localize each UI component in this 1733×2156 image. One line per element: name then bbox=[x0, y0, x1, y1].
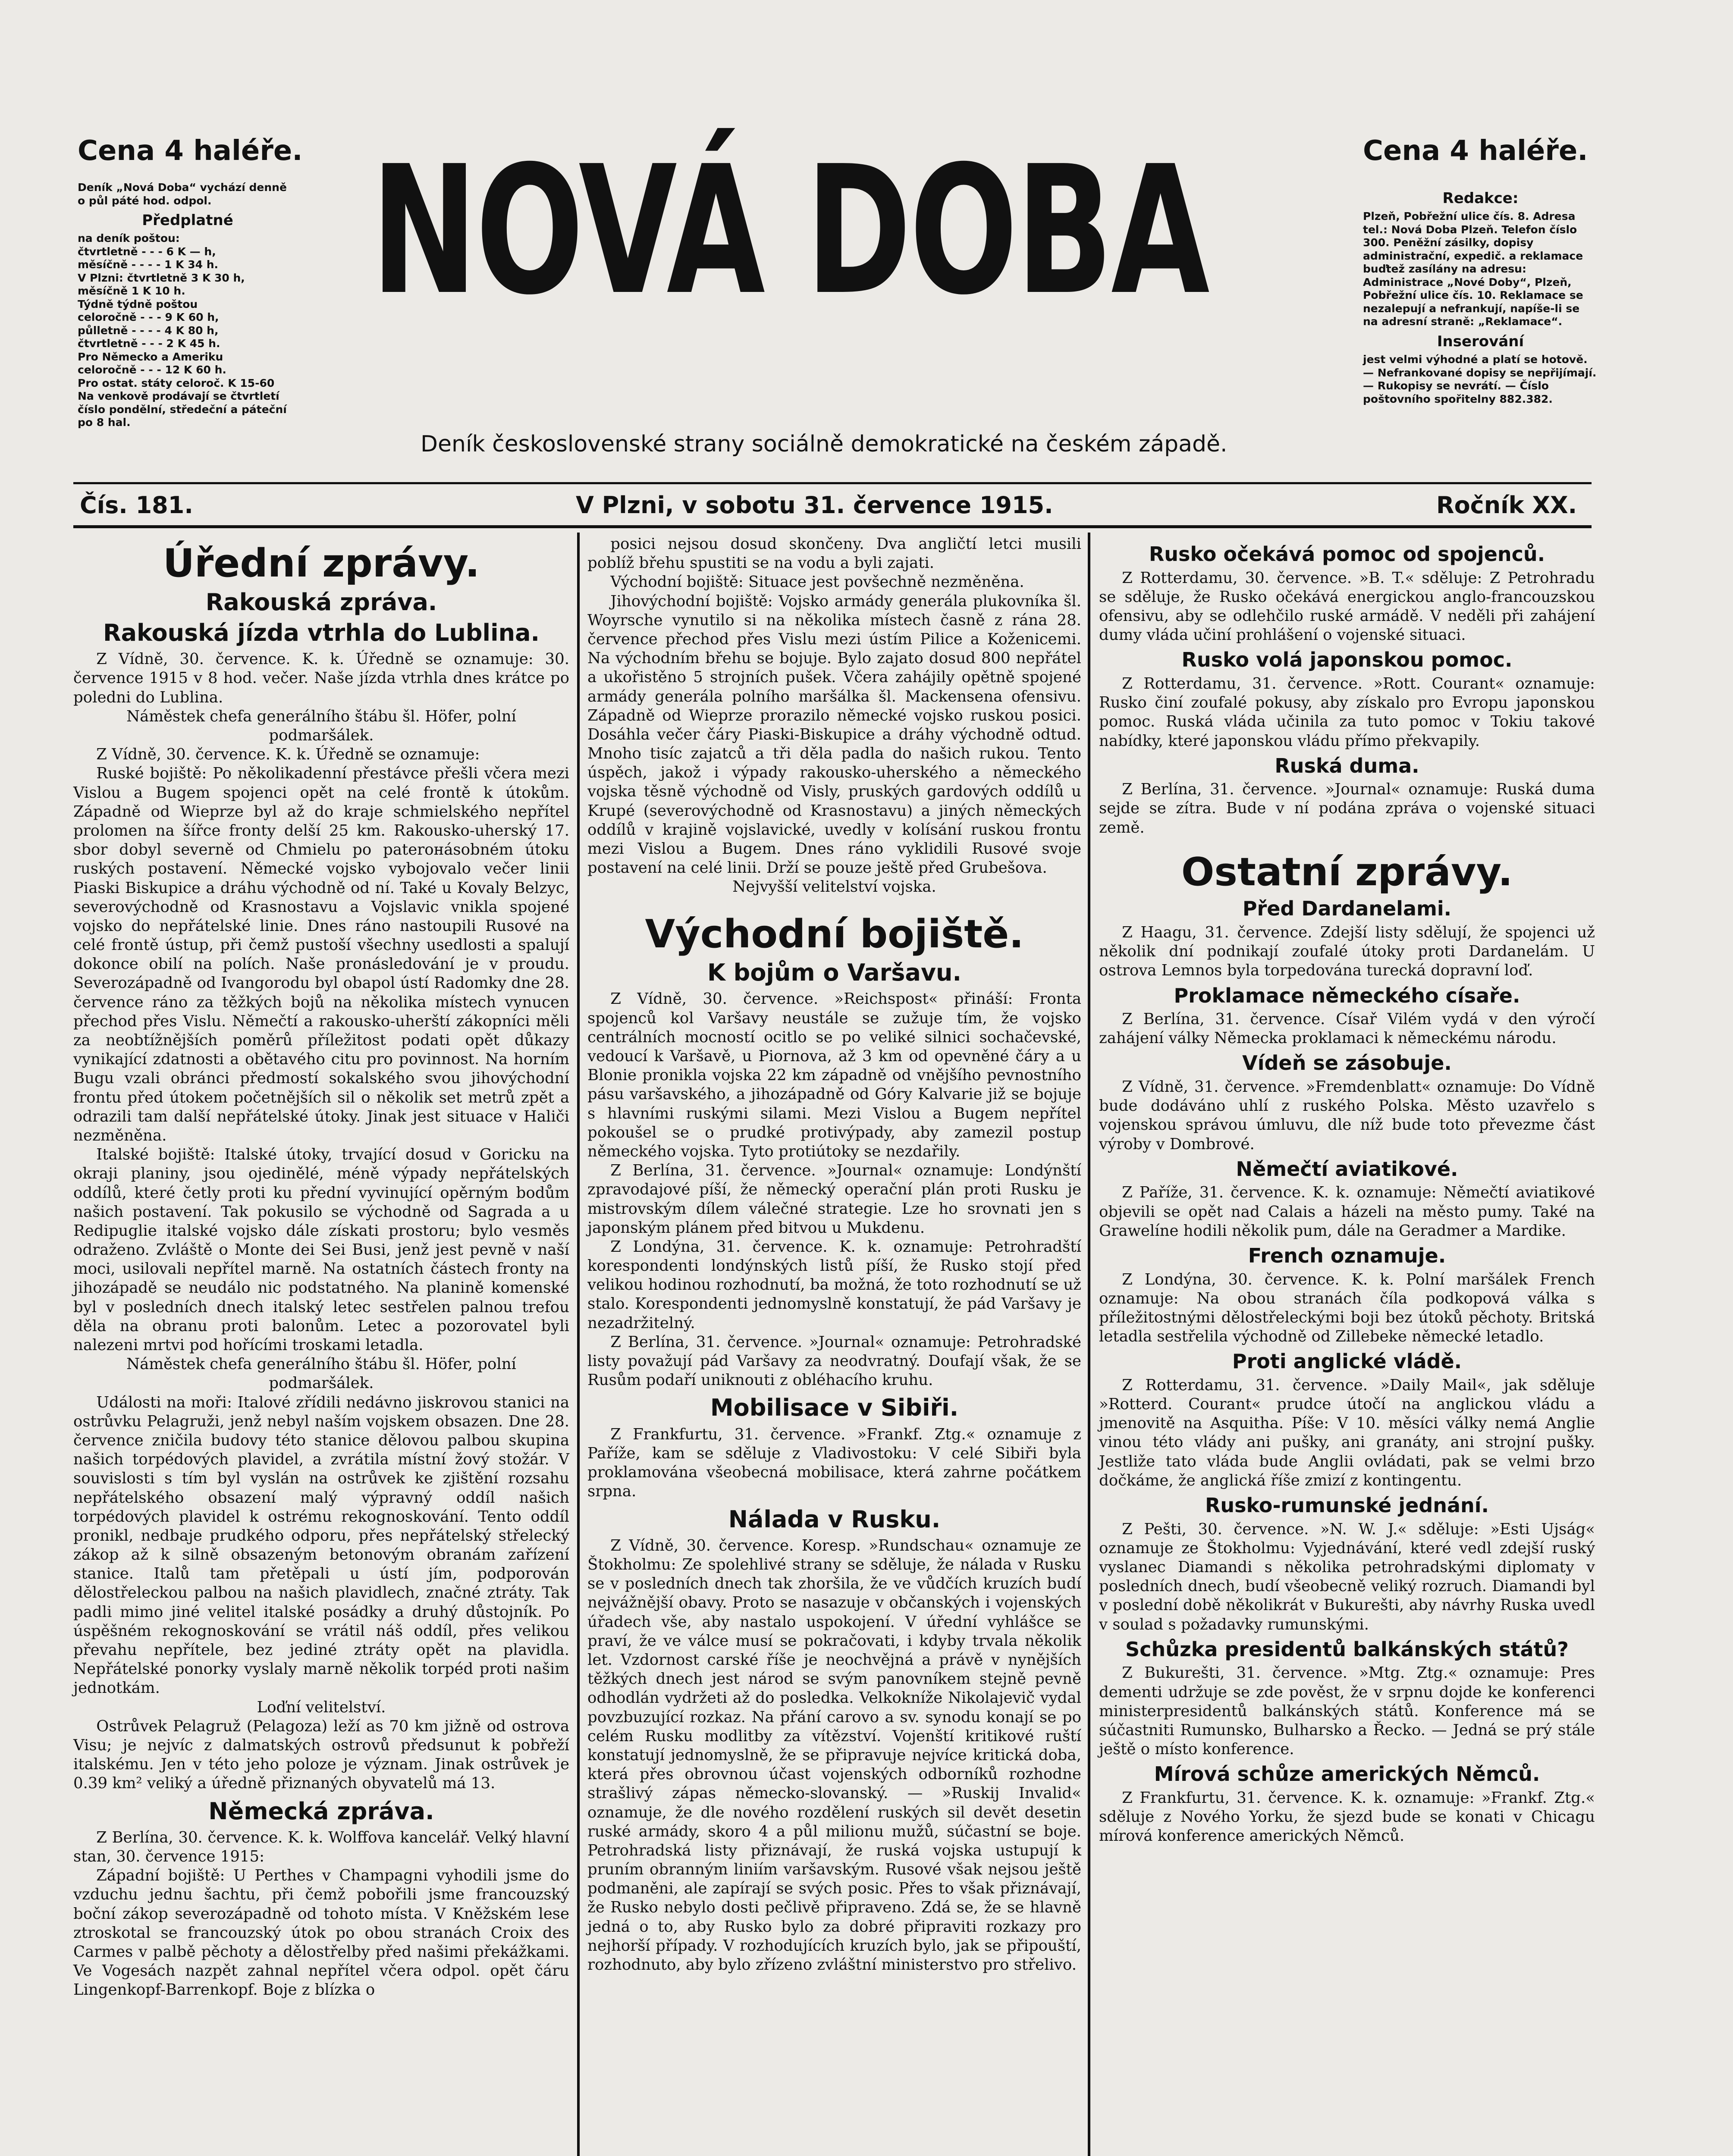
article-paragraph: Z Berlína, 31. července. »Journal« oznamuje: Londýnští zpravodajové píší, že německý operační plán proti Rusku je mistrovským dílem válečné strategie. Lze ho srovnati jen s japonským plánem před bitvou u Mukdenu. bbox=[587, 1162, 1081, 1237]
subscription-box bbox=[78, 181, 298, 429]
article-paragraph: Z Rotterdamu, 31. července. »Rott. Courant« oznamuje: Rusko činí zoufalé pokusy, aby získalo pro Evropu japonskou pomoc. Ruská vláda učinila za tuto pomoc v Tokiu takové nabídky, které japonskou vládu přímo překvapily. bbox=[1099, 674, 1595, 750]
price-left: Cena 4 haléře. bbox=[78, 135, 303, 167]
article-paragraph: Z Vídně, 31. července. »Fremdenblatt« oznamuje: Do Vídně bude dodáváno uhlí z ruského Polska. Město uzavřelo s vojenskou správou úmluvu, dle níž bude toto převezme část výroby v Dombrové. bbox=[1099, 1078, 1595, 1153]
subscription-line: měsíčně - - - - 1 K 34 h. bbox=[78, 258, 219, 271]
section-heading: Úřední zprávy. bbox=[163, 541, 480, 586]
article-heading: Rusko volá japonskou pomoc. bbox=[1181, 648, 1513, 672]
article-heading: Rusko-rumunské jednání. bbox=[1205, 1494, 1489, 1517]
section-heading: Ostatní zprávy. bbox=[1181, 849, 1513, 895]
section-heading: Východní bojiště. bbox=[645, 911, 1024, 957]
article-paragraph: Z Berlína, 31. července. »Journal« oznamuje: Ruská duma sejde se zítra. Bude v ní podána zpráva o vojenské situaci země. bbox=[1099, 780, 1595, 837]
subscription-line: čtvrtletně - - - 6 K — h, bbox=[78, 245, 216, 258]
signature: Nejvyšší velitelství vojska. bbox=[732, 878, 936, 896]
article-paragraph: Východní bojiště: Situace jest povšechně nezměněna. bbox=[610, 573, 1024, 591]
column-2 bbox=[587, 535, 1081, 1974]
editorial-heading: Redakce: bbox=[1442, 190, 1519, 207]
article-paragraph: Z Vídně, 30. července. Koresp. »Rundschau« oznamuje ze Štokholmu: Ze spolehlivé strany se sděluje, že nálada v Rusku se v posledních dnech tak zhoršila, že ve vůdčích kruzích budí nejvážnější obavy. Proto se nasazuje v občanských i vojenských úřadech vše, aby nastalo uspokojení. V úřední vyhlášce se praví, že ve válce musí se pokračovati, i kdyby trvala několik let. Vzdornost carské říše je neochvějná a právě v nynějších těžkých dnech jest národ se svým panovníkem stejně pevně odhodlán vydržeti až do posledka. Velkokníže Nikolajevič vydal povzbuzující rozkaz. Na přání carovo a sv. synodu konají se po celém Rusku modlitby za vítězství. Vojenští kritikové ruští konstatují jednomyslně, že se připravuje nejvíce kritická doba, která přes obrovnou účast vojenských odborníků rozhodne strašlivý zápas německo-slovanský. — »Ruskij Invalid« oznamuje, že dle nového rozdělení ruských sil devět desetin ruské armády, skoro 4 a půl milionu mužů, súčastní se boje. Petrohradská listy přiznávají, že ruská vojska ustupují k pruním obranným liniím varšavským. Rusové však nejsou ještě podmaněni, ale zapírají se svých posic. Přes to však přiznávají, že Rusko nebylo dosti pečlivě připraveno. Zdá se, že se hlavně jedná o to, aby Rusko bylo za dobré připraviti rozkazy pro nejhorší případy. V rozhodujících kruzích bylo, jak se připouští, rozhodnuto, aby bylo zřízeno zvláštní ministerstvo pro střelivo. bbox=[587, 1536, 1081, 1974]
subscription-line: Na venkově prodávají se čtvrtletí číslo pondělní, středeční a páteční po 8 hal. bbox=[78, 390, 287, 429]
article-paragraph: Ruské bojiště: Po několikadenní přestávce přešli včera mezi Vislou a Bugem spojenci opět na celé frontě k útokům. Západně od Wieprze byl až do kraje schmielského nepřítel prolomen na šířce fronty delší 25 km. Rakousko-uherský 17. sbor dobyl severně od Chmielu po paterонásobném útoku ruských postavení. Německé vojsko vybojovalo večer linii Piaski Biskupice a dráhu východně od ní. Také u Kovaly Belzyc, severovýchodně od Krasnostavu a Vojslavic vnikla spojené vojsko do nepřátelské linie. Dnes ráno nastoupili Rusové na celé frontě ústup, při čemž pustoší všechny usedlosti a spalují dokonce obilí na polích. Naše pronásledování je v proudu. Severozápadně od Ivangorodu byl obapol ústí Radomky dne 28. července ráno za těžkých bojů na několika místech vynucen přechod přes Vislu. Němečtí a rakousko-uherští zákopníci měli za neobtížnějších poměrů příležitost podati opět důkazy vynikající zdatnosti a obětavého citu pro povinnost. Na horním Bugu vzali obránci předmostí sokalského svou jihovýchodní frontu před útokem početnějších sil o několik set metrů zpět a odrazili tam další nepřátelské útoky. Jinak jest situace v Haliči nezměněna. bbox=[73, 765, 569, 1144]
signature: Náměstek chefa generálního štábu šl. Höfer, polní podmaršálek. bbox=[126, 707, 516, 745]
subscription-line: půlletně - - - - 4 K 80 h, bbox=[78, 324, 219, 337]
advertising-text: jest velmi výhodné a platí se hotově. — Nefrankované dopisy se nepřijímají. — Rukopisy se nevrátí. — Číslo poštovního spořitelny 882.382. bbox=[1363, 353, 1597, 405]
infobar-rule bbox=[73, 525, 1592, 528]
article-heading: Rakouská jízda vtrhla do Lublina. bbox=[103, 619, 540, 646]
subscription-line: Týdně týdně poštou bbox=[78, 298, 198, 310]
article-paragraph: Z Bukurešti, 31. července. »Mtg. Ztg.« oznamuje: Pres dementi udržuje se zde pověst, že v srpnu dojde ke konferenci ministerpresidentů balkánských států. Konference má se súčastniti Rumunsko, Bulharsko a Řecko. — Jedná se prý stále ještě o místo konference. bbox=[1099, 1664, 1595, 1758]
article-heading: Nálada v Rusku. bbox=[728, 1505, 941, 1533]
article-heading: Rakouská zpráva. bbox=[205, 588, 437, 616]
article-paragraph: Z Rotterdamu, 31. července. »Daily Mail«, jak sděluje »Rotterd. Courant« prudce útočí na anglickou vládu a jmenovitě na Asquitha. Píše: V 10. měsíci války nemá Anglie vinou této vlády ani pušky, ani granáty, ani strojní pušky. Jestliže tato vláda bude Anglii ovládati, pak se velmi brzo dočkáme, že anglická říše zmizí z kontingentu. bbox=[1099, 1376, 1595, 1489]
article-paragraph: Západní bojiště: U Perthes v Champagni vyhodili jsme do vzduchu jednu šachtu, při čemž pobořili jsme francouzský boční zákop severozápadně od tohoto místa. V Kněžském lese ztroskotal se francouzský útok po obou stranách Croix des Carmes v palbě pěchoty a dělostřelby před našimi překážkami. Ve Vogesách nazpět zahnal nepřítel včera odpol. opět čáru Lingenkopf-Barrenkopf. Boje z blízka o bbox=[73, 1867, 569, 1999]
editorial-text: Plzeň, Pobřežní ulice čís. 8. Adresa tel.: Nová Doba Plzeň. Telefon číslo 300. Peněžní zásilky, dopisy administrační, expedič. a reklamace buďtež zasílány na adresu: Administrace „Nové Doby“, Plzeň, Pobřežní ulice čís. 10. Reklamace se nezalepují a nefrankují, napíše-li se na adresní straně: „Reklamace“. bbox=[1363, 210, 1583, 328]
editorial-box bbox=[1363, 185, 1598, 406]
date-line: V Plzni, v sobotu 31. července 1915. bbox=[576, 492, 1053, 519]
article-heading: K bojům o Varšavu. bbox=[707, 959, 961, 987]
article-heading: Německá zpráva. bbox=[208, 1797, 434, 1825]
article-heading: Před Dardanelami. bbox=[1242, 897, 1452, 921]
masthead-subtitle: Deník československé strany sociálně demokratické na českém západě. bbox=[421, 431, 1228, 457]
article-heading: Mobilisace v Sibiři. bbox=[710, 1394, 959, 1422]
article-paragraph: Z Rotterdamu, 30. července. »B. T.« sděluje: Z Petrohradu se sděluje, že Rusko očekává energickou anglo-francouzskou ofensivu, aby se odlehčilo ruské armádě. V neděli při zahájení dumy vláda učiní prohlášení o vojenské situaci. bbox=[1099, 569, 1595, 644]
article-heading: Rusko očekává pomoc od spojenců. bbox=[1149, 542, 1545, 566]
subscription-line: měsíčně 1 K 10 h. bbox=[78, 285, 185, 298]
article-heading: Proklamace německého císaře. bbox=[1174, 984, 1520, 1007]
article-heading: Proti anglické vládě. bbox=[1232, 1350, 1462, 1373]
article-paragraph: Z Berlína, 31. července. »Journal« oznamuje: Petrohradské listy považují pád Varšavy za neodvratný. Doufají však, že se Rusům podaří uniknouti z obléhacího kruhu. bbox=[587, 1333, 1081, 1389]
column-divider bbox=[1088, 533, 1090, 2156]
masthead-title: NOVÁ DOBA bbox=[371, 128, 1208, 334]
article-heading: Ruská duma. bbox=[1275, 754, 1419, 777]
subscription-line: celoročně - - - 9 K 60 h, bbox=[78, 311, 219, 324]
article-paragraph: Z Pešti, 30. července. »N. W. J.« sděluje: »Esti Ujság« oznamuje ze Štokholmu: Vyjednávání, které vedl zdejší ruský vyslanec Diamandi s několika petrohradskými diplomaty v posledních dnech, budí všeobecně veliký rozruch. Diamandi byl v poslední době několikrát v Bukurešti, aby návrhy Ruska uvedl v soulad s požadavky rumunskými. bbox=[1099, 1520, 1595, 1633]
subscription-line: V Plzni: čtvrtletně 3 K 30 h, bbox=[78, 271, 245, 284]
column-3 bbox=[1099, 539, 1595, 1846]
article-heading: French oznamuje. bbox=[1248, 1244, 1446, 1267]
article-paragraph: Z Vídně, 30. července. K. k. Úředně se oznamuje: bbox=[96, 746, 480, 764]
column-divider bbox=[577, 533, 580, 2156]
subscription-line: Pro ostat. státy celoroč. K 15-60 bbox=[78, 376, 275, 389]
subscription-line: Pro Německo a Ameriku bbox=[78, 350, 223, 363]
article-paragraph: posici nejsou dosud skončeny. Dva angličtí letci musili poblíž břehu spustiti se na vodu a byli zajati. bbox=[587, 535, 1081, 572]
article-paragraph: Z Haagu, 31. července. Zdejší listy sdělují, že spojenci už několik dní podnikají zoufalé útoky proti Dardanelám. U ostrova Lemnos byla torpedována turecká dopravní loď. bbox=[1099, 923, 1595, 980]
article-paragraph: Události na moři: Italové zřídili nedávno jiskrovou stanici na ostrůvku Pelagruži, jenž nebyl naším vojskem obsazen. Dne 28. července zničila budovy této stanice dělovou palbou skupina našich torpédových plavidel, a zvrátila místní žový stožár. V souvislosti s tím byl vyslán na ostrůvek ke zjištění rozsahu nepřátelského obsazení malý výpravný oddíl našich torpédových plavidel k ostrému rekognoskování. Tento oddíl pronikl, nedbaje prudkého odporu, přes nepřátelský střelecký zákop až k silně obsazeným betonovým obranám zařízení stanice. Italů tam přetěpali u ústí jím, podporován dělostřeleckou palbou na našich plavidlech, značné ztráty. Tak padli mimo jiné velitel italské posádky a druhý důstojník. Po úspěšném rekognoskování se vrátil náš oddíl, přes velikou převahu nepřítele, bez jediné ztráty opět na plavidla. Nepřátelské ponorky vyslaly marně několik torpéd proti našim jednotkám. bbox=[73, 1393, 569, 1697]
advertising-heading: Inserování bbox=[1437, 332, 1524, 350]
signature: Náměstek chefa generálního štábu šl. Höfer, polní podmaršálek. bbox=[126, 1355, 516, 1392]
article-heading: Schůzka presidentů balkánských států? bbox=[1125, 1637, 1569, 1661]
article-paragraph: Z Vídně, 30. července. »Reichspost« přináší: Fronta spojenců kol Varšavy neustále se zužuje tím, že vojsko centrálních mocností ocitlo se po veliké silnici sochačevské, vedoucí k Varšavě, u Piornova, až 3 km od opevněné čáry a u Blonie pronikla vojska 22 km západně od vnějšího pevnostního pásu varšavského, a jihozápadně od Góry Kalvarie již se bojuje s hlavními ruskými silami. Mezi Vislou a Bugem nepřítel pokoušel se o prudké protivýpady, aby zamezil postup německého vojska. Tyto protiútoky se nezdařily. bbox=[587, 990, 1081, 1160]
article-paragraph: Italské bojiště: Italské útoky, trvající dosud v Goricku na okraji planiny, jsou ojedinělé, méně výpady nepřátelských oddílů, které četly proti ku přední vyvinující opěrným bodům našich postavení. Tak pokusilo se východně od Sagrada a u Redipuglie italské vojsko dále získati prostoru; bylo vesměs odraženo. Zvláště o Monte dei Sei Busi, jenž jest pevně v naší moci, usilovali nepřítel marně. Na ostatních částech fronty na jihozápadě se neudálo nic podstatného. Na planině komenské byl v posledních dnech italský letec sestřelen palnou trefou děla na obranu proti balonům. Letec a pozorovatel byli nalezeni mrtvi pod hořícími troskami letadla. bbox=[73, 1146, 569, 1354]
price-right: Cena 4 haléře. bbox=[1363, 135, 1588, 167]
column-1 bbox=[73, 543, 569, 2000]
signature: Loďní velitelství. bbox=[257, 1698, 386, 1716]
subscription-line: čtvrtletně - - - 2 K 45 h. bbox=[78, 337, 220, 350]
issue-number: Čís. 181. bbox=[80, 492, 193, 519]
article-paragraph: Jihovýchodní bojiště: Vojsko armády generála plukovníka šl. Woyrsche vynutilo si na několika místech časně z rána 28. července přechod přes Vislu mezi ústím Pilice a Koženicemi. Na východním břehu se bojuje. Bylo zajato dosud 800 nepřátel a ukořistěno 5 strojních pušek. Včera zahájily opětně spojené armády generála polního maršálka šl. Mackensena ofensivu. Západně od Wieprze prorazilo německé vojsko ruskou posici. Dosáhla večer čáry Piaski-Biskupice a dráhy východně odtud. Mnoho tisíc zajatců a tři děla padla do našich rukou. Tento úspěch, jakož i výpady rakousko-uherského a německého vojska těsně východně od Visly, pruských gardových oddílů u Krupé (severovýchodně od Krasnostavu) a jiných německých oddílů v krajině vojslavické, uvedly v kolísání ruskou frontu mezi Vislou a Bugem. Dnes ráno vyklidili Rusové svoje postavení na celé linii. Drží se pouze ještě před Grubešova. bbox=[587, 592, 1081, 877]
volume: Ročník XX. bbox=[1436, 492, 1577, 519]
article-paragraph: Z Berlína, 30. července. K. k. Wolffova kancelář. Velký hlavní stan, 30. července 1915: bbox=[73, 1828, 569, 1866]
article-paragraph: Z Paříže, 31. července. K. k. oznamuje: Němečtí aviatikové objevili se opět nad Calais a házeli na město pumy. Také na Grawelíne hodili několik pum, dále na Geradmer a Mardike. bbox=[1099, 1184, 1595, 1240]
subscription-heading: Předplatné bbox=[142, 212, 233, 229]
masthead-rule bbox=[73, 482, 1592, 484]
article-paragraph: Z Frankfurtu, 31. července. »Frankf. Ztg.« oznamuje z Paříže, kam se sděluje z Vladivostoku: V celé Sibiři byla proklamována všeobecná mobilisace, která zahrne počátkem srpna. bbox=[587, 1425, 1081, 1501]
subscription-line: na deník poštou: bbox=[78, 232, 180, 245]
article-paragraph: Z Vídně, 30. července. K. k. Úředně se oznamuje: 30. července 1915 v 8 hod. večer. Naše jízda vtrhla dnes krátce po poledni do Lublina. bbox=[73, 650, 569, 706]
article-heading: Vídeň se zásobuje. bbox=[1242, 1051, 1452, 1075]
article-paragraph: Ostrůvek Pelagruž (Pelagoza) leží as 70 km jižně od ostrova Visu; je nejvíc z dalmatských ostrovů předsunut k pobřeží italskému. Jen v této jeho poloze je význam. Jinak ostrůvek je 0.39 km² veliký a úředně přiznaných obyvatelů má 13. bbox=[73, 1717, 569, 1792]
article-paragraph: Z Frankfurtu, 31. července. K. k. oznamuje: »Frankf. Ztg.« sděluje z Nového Yorku, že sjezd bude se konati v Chicagu mírová konference amerických Němců. bbox=[1099, 1789, 1595, 1845]
article-paragraph: Z Berlína, 31. července. Císař Vilém vydá v den výročí zahájení války Německa proklamaci k německému národu. bbox=[1099, 1010, 1595, 1047]
article-paragraph: Z Londýna, 30. července. K. k. Polní maršálek French oznamuje: Na obou stranách číla podkopová válka s příležitostnými dělostřeleckými boji bez útoků pěchoty. Britská letadla sestřelila východně od Zillebeke německé letadlo. bbox=[1099, 1270, 1595, 1346]
article-heading: Mírová schůze amerických Němců. bbox=[1154, 1762, 1540, 1786]
article-paragraph: Z Londýna, 31. července. K. k. oznamuje: Petrohradští korespondenti londýnských listů píší, že Rusko stojí před velikou hodinou rozhodnutí, ba možná, že toto rozhodnutí se už stalo. Korespondenti jednomyslně konstatují, že pád Varšavy je nezadržitelný. bbox=[587, 1238, 1081, 1332]
subscription-line: celoročně - - - 12 K 60 h. bbox=[78, 364, 226, 376]
article-heading: Němečtí aviatikové. bbox=[1236, 1157, 1458, 1181]
subscription-intro: Deník „Nová Doba“ vychází denně o půl páté hod. odpol. bbox=[78, 181, 287, 207]
